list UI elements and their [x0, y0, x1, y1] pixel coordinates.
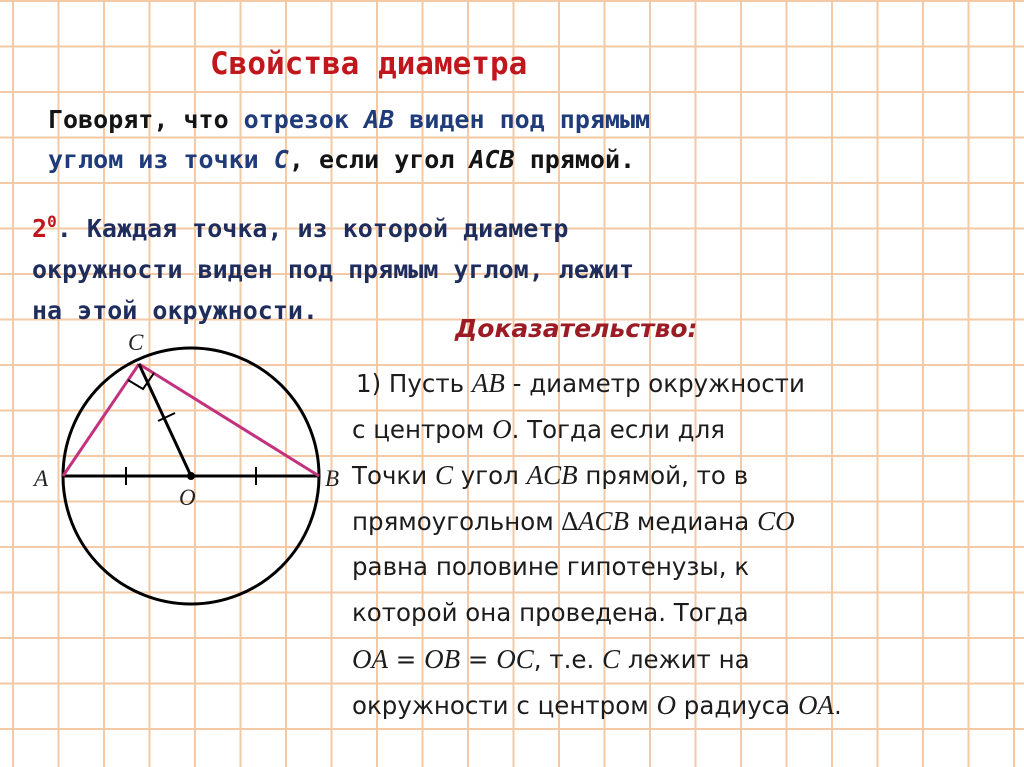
definition-part6: прямой.	[514, 145, 636, 174]
label-c: C	[128, 330, 144, 355]
proof-line-4: прямоугольном ∆ACB медиана CO	[352, 506, 795, 536]
proof-text	[352, 360, 1012, 728]
proof-line-7: OA = OB = OC, т.е. C лежит на	[352, 644, 750, 674]
definition-segment-ab: AB	[364, 105, 395, 134]
property-line2: окружности виден под прямым углом, лежит	[32, 255, 635, 284]
property-dot: .	[56, 214, 72, 243]
property-number: $2^0$	[32, 212, 57, 243]
center-point	[187, 472, 195, 480]
label-o: O	[179, 485, 196, 510]
definition-angle-acb: ACB	[469, 145, 515, 174]
definition-part2: отрезок	[228, 105, 350, 134]
property-line3: на этой окружности.	[32, 296, 318, 325]
definition-part4: углом из точки	[48, 145, 259, 174]
proof-line-3: Точки C угол ACB прямой, то в	[352, 460, 749, 490]
proof-line-6: которой она проведена. Тогда	[352, 598, 749, 627]
label-a: A	[34, 466, 49, 491]
label-b: B	[325, 466, 340, 491]
property-degree: 0	[47, 212, 57, 231]
slide-title: Свойства диаметра	[210, 46, 528, 82]
property-text	[32, 208, 932, 331]
definition-point-c: C	[273, 145, 289, 174]
property-line1: Каждая точка, из которой диаметр	[71, 214, 569, 243]
proof-line-5: равна половине гипотенузы, к	[352, 552, 750, 581]
definition-text	[48, 100, 928, 180]
definition-part3: виден под прямым	[394, 105, 651, 134]
proof-heading: Доказательство:	[455, 314, 698, 343]
circle-diagram	[28, 322, 358, 622]
definition-part1: Говорят, что	[48, 105, 229, 134]
proof-line-8: окружности с центром O радиуса OA.	[352, 690, 842, 720]
proof-line-2: с центром O. Тогда если для	[352, 414, 726, 444]
definition-part5: , если угол	[288, 145, 455, 174]
proof-line-1: 1) Пусть AB - диаметр окружности	[356, 368, 805, 398]
